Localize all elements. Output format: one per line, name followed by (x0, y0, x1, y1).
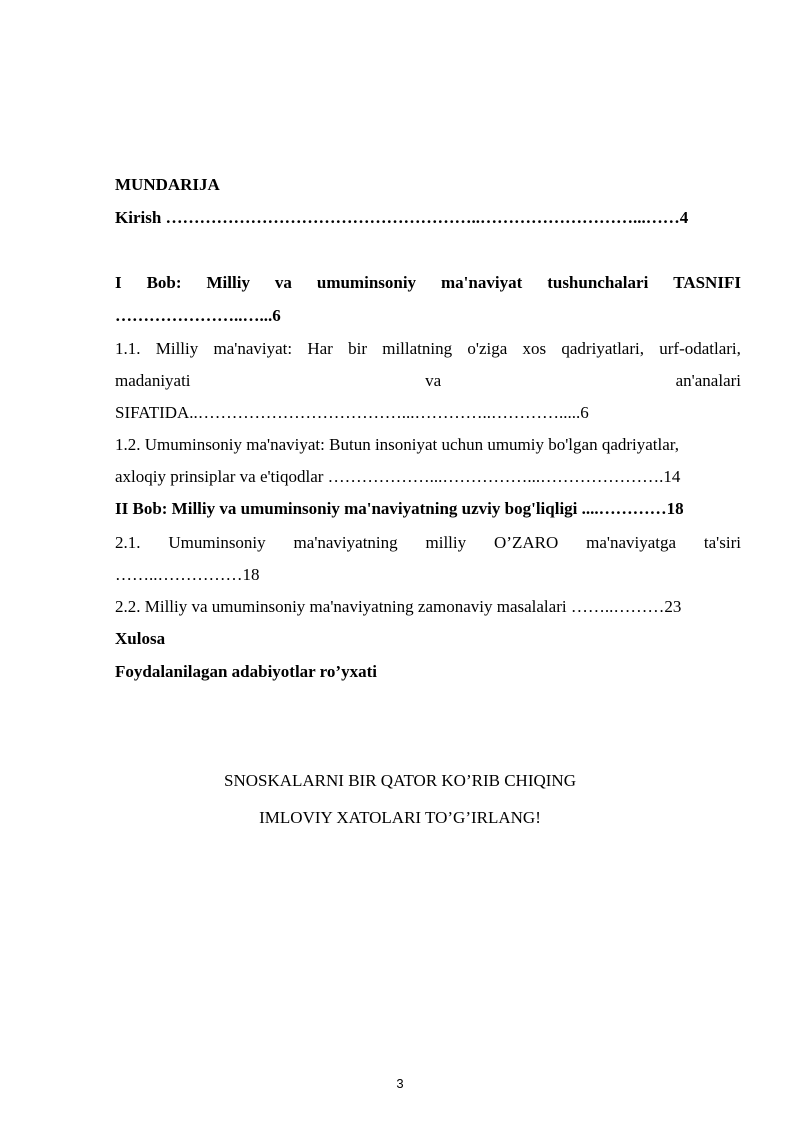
toc-entry-bob2: II Bob: Milliy va umuminsoniy ma'naviyatning uzviy bog'liqligi ....…………18 (115, 499, 684, 518)
toc-word: va (425, 371, 442, 390)
toc-word: millatning (382, 339, 453, 358)
toc-word: urf-odatlari, (659, 339, 741, 358)
toc-entry-bob1-page: …………………..…...6 (115, 306, 281, 325)
note-line-2: IMLOVIY XATOLARI TO’G’IRLANG! (259, 808, 541, 827)
toc-entry-kirish: Kirish ………………………………………………..………………………...……4 (115, 208, 689, 227)
toc-word: Bob: (146, 273, 182, 292)
toc-word: tushunchalari (547, 273, 649, 292)
toc-word: va (274, 273, 292, 292)
toc-entry-1-2-page: axloqiy prinsiplar va e'tiqodlar ………………...……………...………………….14 (115, 467, 681, 486)
toc-word: ma'naviyatning (293, 533, 398, 552)
toc-entry-1-1-page: SIFATIDA..………………………………...…………..………….....6 (115, 403, 589, 422)
toc-entry-bob1 (115, 273, 741, 293)
toc-word: bir (348, 339, 367, 358)
toc-word: 1.1. (115, 339, 141, 358)
toc-entry-2-2: 2.2. Milliy va umuminsoniy ma'naviyatning zamonaviy masalalari ……..………23 (115, 597, 682, 616)
toc-word: an'analari (675, 371, 741, 390)
toc-word: O’ZARO (494, 533, 559, 552)
toc-word: qadriyatlari, (561, 339, 644, 358)
page-number: 3 (396, 1076, 404, 1091)
toc-word: Milliy (155, 339, 199, 358)
toc-word: ta'siri (703, 533, 741, 552)
toc-word: Har (307, 339, 333, 358)
toc-word: ma'naviyat (441, 273, 523, 292)
toc-entry-1-2: 1.2. Umuminsoniy ma'naviyat: Butun insoniyat uchun umumiy bo'lgan qadriyatlar, (115, 435, 680, 454)
note-line-1: SNOSKALARNI BIR QATOR KO’RIB CHIQING (224, 771, 576, 790)
toc-word: milliy (425, 533, 467, 552)
toc-word: ma'naviyatga (586, 533, 677, 552)
toc-entry-2-1 (115, 533, 741, 553)
toc-entry-1-1 (115, 339, 741, 359)
toc-entry-1-1-line2 (115, 371, 741, 391)
toc-title: MUNDARIJA (115, 175, 220, 194)
toc-word: 2.1. (115, 533, 141, 552)
toc-word: xos (522, 339, 547, 358)
toc-word: I (115, 273, 122, 292)
toc-word: madaniyati (115, 371, 191, 390)
toc-word: umuminsoniy (316, 273, 417, 292)
toc-entry-2-1-page: ……..……………18 (115, 565, 260, 584)
toc-word: Milliy (206, 273, 250, 292)
toc-word: TASNIFI (673, 273, 741, 292)
toc-word: o'ziga (467, 339, 508, 358)
toc-word: Umuminsoniy (168, 533, 266, 552)
toc-entry-adabiyotlar: Foydalanilagan adabiyotlar ro’yxati (115, 662, 377, 681)
toc-word: ma'naviyat: (213, 339, 293, 358)
toc-entry-xulosa: Xulosa (115, 629, 166, 648)
